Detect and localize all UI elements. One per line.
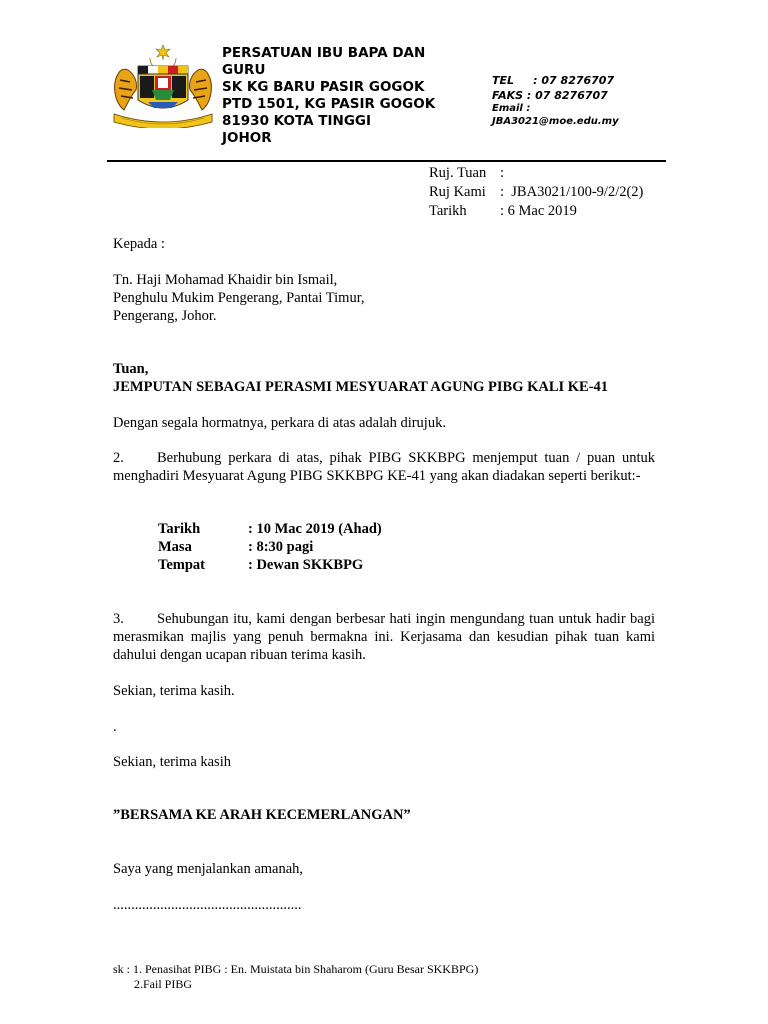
separator-dot: . — [113, 719, 117, 735]
paragraph-2 — [113, 449, 655, 485]
detail-value: : 8:30 pagi — [248, 539, 314, 555]
cc-line-2: 2.Fail PIBG — [134, 977, 193, 991]
sign-off: Saya yang menjalankan amanah, — [113, 861, 304, 877]
paragraph-2-text: Berhubung perkara di atas, pihak PIBG SKKBPG menjemput tuan / puan untuk menghadiri Mesyuarat Agung PIBG SKKBPG KE-41 yang akan diadakan seperti berikut:- — [113, 450, 655, 484]
address-line-1: PTD 1501, KG PASIR GOGOK — [222, 96, 436, 112]
detail-label: Masa — [158, 539, 192, 555]
ruj-tuan-label: Ruj. Tuan — [429, 165, 487, 181]
email-label: Email : — [492, 103, 531, 114]
opening-paragraph: Dengan segala hormatnya, perkara di atas adalah dirujuk. — [113, 415, 446, 431]
detail-value: : 10 Mac 2019 (Ahad) — [248, 521, 382, 537]
tarikh-label: Tarikh — [429, 203, 467, 219]
detail-row — [158, 520, 382, 538]
paragraph-2-number: 2. — [113, 450, 124, 466]
detail-value: : Dewan SKKBPG — [248, 557, 364, 573]
faks: FAKS : 07 8276707 — [492, 88, 608, 102]
school-crest — [108, 44, 218, 128]
closing-2: Sekian, terima kasih — [113, 754, 231, 770]
tel: TEL : 07 8276707 — [492, 74, 615, 87]
detail-row — [158, 538, 382, 556]
header-divider — [107, 160, 666, 162]
recipient-line: Pengerang, Johor. — [113, 308, 217, 324]
detail-row — [158, 556, 382, 574]
reference-block — [429, 164, 643, 221]
paragraph-3-number: 3. — [113, 611, 124, 627]
subject-line: JEMPUTAN SEBAGAI PERASMI MESYUARAT AGUNG PIBG KALI KE-41 — [113, 379, 609, 395]
detail-label: Tarikh — [158, 521, 201, 537]
org-name: PERSATUAN IBU BAPA DAN GURU — [222, 45, 426, 78]
paragraph-3-text: Sehubungan itu, kami dengan berbesar hati ingin mengundang tuan untuk hadir bagi merasmikan majlis yang penuh bermakna ini. Kerjasama dan kesudian pihak tuan kami dahului dengan ucapan ribuan terima kasih. — [113, 611, 655, 663]
ruj-tuan-value: : — [500, 165, 505, 181]
tarikh-value: : 6 Mac 2019 — [500, 203, 577, 219]
recipient-line: Penghulu Mukim Pengerang, Pantai Timur, — [113, 290, 365, 306]
detail-label: Tempat — [158, 557, 205, 573]
ruj-kami-value: : JBA3021/100-9/2/2(2) — [500, 184, 644, 200]
cc-line-1: sk : 1. Penasihat PIBG : En. Muistata bin Shaharom (Guru Besar SKKBPG) — [113, 962, 479, 976]
recipient-line: Tn. Haji Mohamad Khaidir bin Ismail, — [113, 272, 338, 288]
recipient-label: Kepada : — [113, 236, 165, 252]
email-address: JBA3021@moe.edu.my — [492, 115, 619, 127]
address-state: JOHOR — [222, 130, 272, 146]
closing-1: Sekian, terima kasih. — [113, 683, 235, 699]
contact-info — [492, 74, 619, 128]
ruj-kami-label: Ruj Kami — [429, 184, 486, 200]
address-line-2: 81930 KOTA TINGGI — [222, 113, 372, 129]
paragraph-3 — [113, 610, 655, 664]
motto: ”BERSAMA KE ARAH KECEMERLANGAN” — [113, 807, 411, 823]
organization-address — [222, 45, 462, 147]
salutation: Tuan, — [113, 361, 149, 377]
signature-line: .................................................... — [113, 897, 302, 913]
school-name: SK KG BARU PASIR GOGOK — [222, 79, 425, 95]
event-details — [158, 520, 382, 574]
recipient-address — [113, 271, 365, 325]
coat-of-arms-icon — [108, 44, 218, 128]
